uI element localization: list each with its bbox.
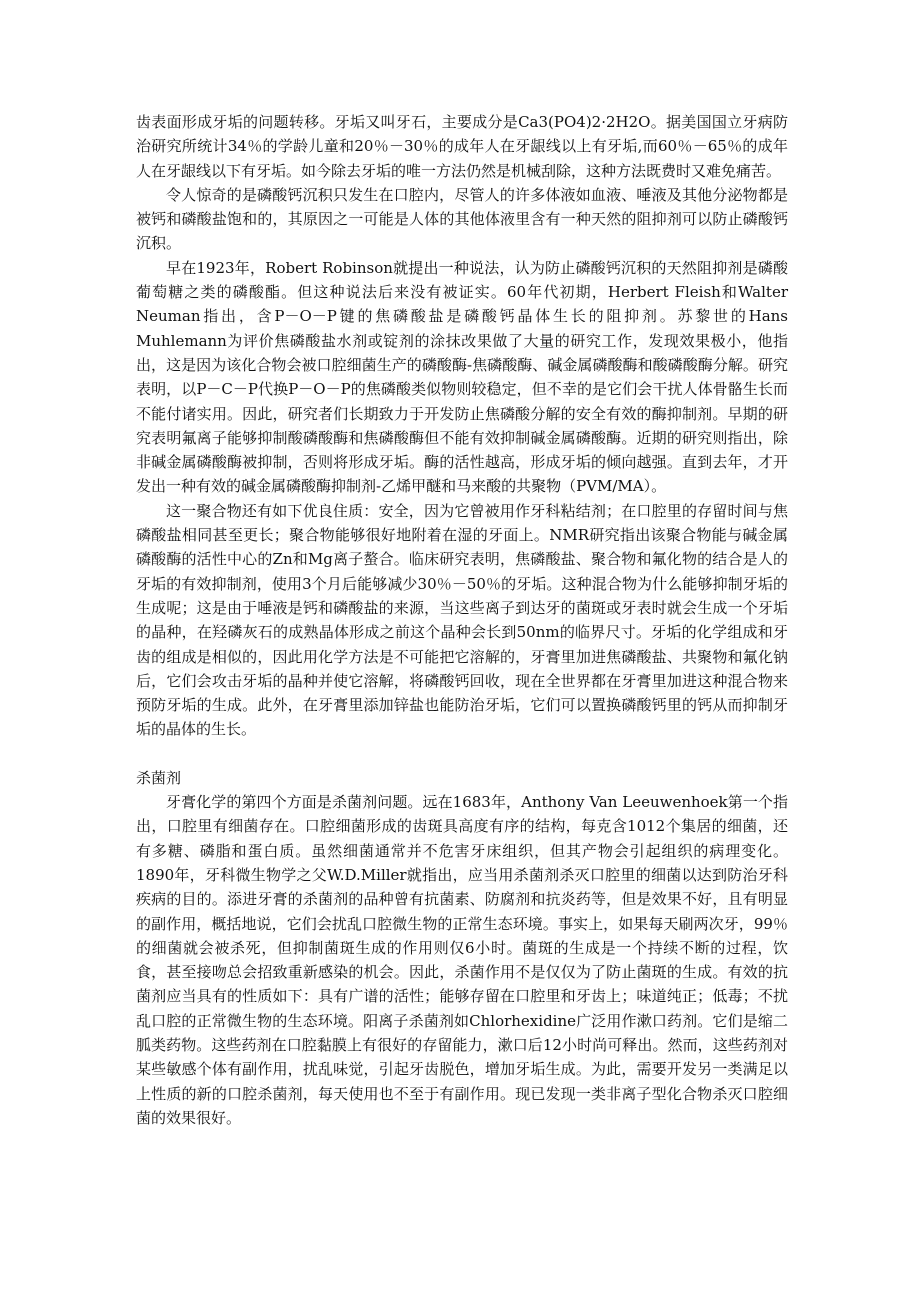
paragraph-pyrophosphate-research: 早在1923年，Robert Robinson就提出一种说法，认为防止磷酸钙沉积的天然阻抑剂是磷酸葡萄糖之类的磷酸酯。但这种说法后来没有被证实。60年代初期，Herbert Fleish和Walter Neuman指出，含P－O－P键的焦磷酸盐是磷酸钙晶体生长的阻抑剂。苏黎世的Hans Muhlemann为评价焦磷酸盐水剂或锭剂的涂抹改果做了大量的研究工作，发现效果极小，他指出，这是因为该化合物会被口腔细菌生产的磷酸酶-焦磷酸酶、碱金属磷酸酶和酸磷酸酶分解。研究表明，以P－C－P代换P－O－P的焦磷酸类似物则较稳定，但不幸的是它们会干扰人体骨骼生长而不能付诸实用。因此，研究者们长期致力于开发防止焦磷酸分解的安全有效的酶抑制剂。早期的研究表明氟离子能够抑制酸磷酸酶和焦磷酸酶但不能有效抑制碱金属磷酸酶。近期的研究则指出，除非碱金属磷酸酶被抑制，否则将形成牙垢。酶的活性越高，形成牙垢的倾向越强。直到去年，才开发出一种有效的碱金属磷酸酶抑制剂-乙烯甲醚和马来酸的共聚物（PVM/MA）。 — [136, 258, 788, 496]
paragraph-bactericide: 牙膏化学的第四个方面是杀菌剂问题。远在1683年，Anthony Van Leeuwenhoek第一个指出，口腔里有细菌存在。口腔细菌形成的齿斑具高度有序的结构，每克含1012个集居的细菌，还有多糖、磷脂和蛋白质。虽然细菌通常并不危害牙床组织，但其产物会引起组织的病理变化。1890年，牙科微生物学之父W.D.Miller就指出，应当用杀菌剂杀灭口腔里的细菌以达到防治牙科疾病的目的。添进牙膏的杀菌剂的品种曾有抗菌素、防腐剂和抗炎药等，但是效果不好，且有明显的副作用，概括地说，它们会扰乱口腔微生物的正常生态环境。事实上，如果每天刷两次牙，99％的细菌就会被杀死，但抑制菌斑生成的作用则仅6小时。菌斑的生成是一个持续不断的过程，饮食，甚至接吻总会招致重新感染的机会。因此，杀菌作用不是仅仅为了防止菌斑的生成。有效的抗菌剂应当具有的性质如下：具有广谱的活性；能够存留在口腔里和牙齿上；味道纯正；低毒；不扰乱口腔的正常微生物的生态环境。阳离子杀菌剂如Chlorhexidine广泛用作漱口药剂。它们是缩二胍类药物。这些药剂在口腔黏膜上有很好的存留能力，漱口后12小时尚可释出。然而，这些药剂对某些敏感个体有副作用，扰乱味觉，引起牙齿脱色，增加牙垢生成。为此，需要开发另一类满足以上性质的新的口腔杀菌剂，每天使用也不至于有副作用。现已发现一类非离子型化合物杀灭口腔细菌的效果很好。 — [136, 793, 788, 1127]
paragraph-calcium-deposition: 令人惊奇的是磷酸钙沉积只发生在口腔内，尽管人的许多体液如血液、唾液及其他分泌物都是被钙和磷酸盐饱和的，其原因之一可能是人体的其他体液里含有一种天然的阻抑剂可以防止磷酸钙沉积。 — [136, 185, 788, 253]
document-page — [136, 110, 788, 1130]
section-heading-bactericide: 杀菌剂 — [136, 768, 182, 787]
paragraph-tartar-intro: 齿表面形成牙垢的问题转移。牙垢又叫牙石，主要成分是Ca3(PO4)2·2H2O。据美国国立牙病防治研究所统计34％的学龄儿童和20％－30％的成年人在牙龈线以上有牙垢,而60％－65％的成年人在牙龈线以下有牙垢。如今除去牙垢的唯一方法仍然是机械刮除，这种方法既费时又难免痛苦。 — [136, 113, 788, 180]
section-spacer — [136, 742, 788, 766]
paragraph-polymer-properties: 这一聚合物还有如下优良住质：安全，因为它曾被用作牙科粘结剂；在口腔里的存留时间与焦磷酸盐相同甚至更长；聚合物能够很好地附着在湿的牙面上。NMR研究指出该聚合物能与碱金属磷酸酶的活性中心的Zn和Mg离子螯合。临床研究表明，焦磷酸盐、聚合物和氟化物的结合是人的牙垢的有效抑制剂，使用3个月后能够减少30％－50％的牙垢。这种混合物为什么能够抑制牙垢的生成呢；这是由于唾液是钙和磷酸盐的来源，当这些离子到达牙的菌斑或牙表时就会生成一个牙垢的晶种，在羟磷灰石的成熟晶体形成之前这个晶种会长到50nm的临界尺寸。牙垢的化学组成和牙齿的组成是相似的，因此用化学方法是不可能把它溶解的，牙膏里加进焦磷酸盐、共聚物和氟化钠后，它们会攻击牙垢的晶种并使它溶解，将磷酸钙回收，现在全世界都在牙膏里加进这种混合物来预防牙垢的生成。此外，在牙膏里添加锌盐也能防治牙垢，它们可以置换磷酸钙里的钙从而抑制牙垢的晶体的生长。 — [136, 501, 788, 739]
